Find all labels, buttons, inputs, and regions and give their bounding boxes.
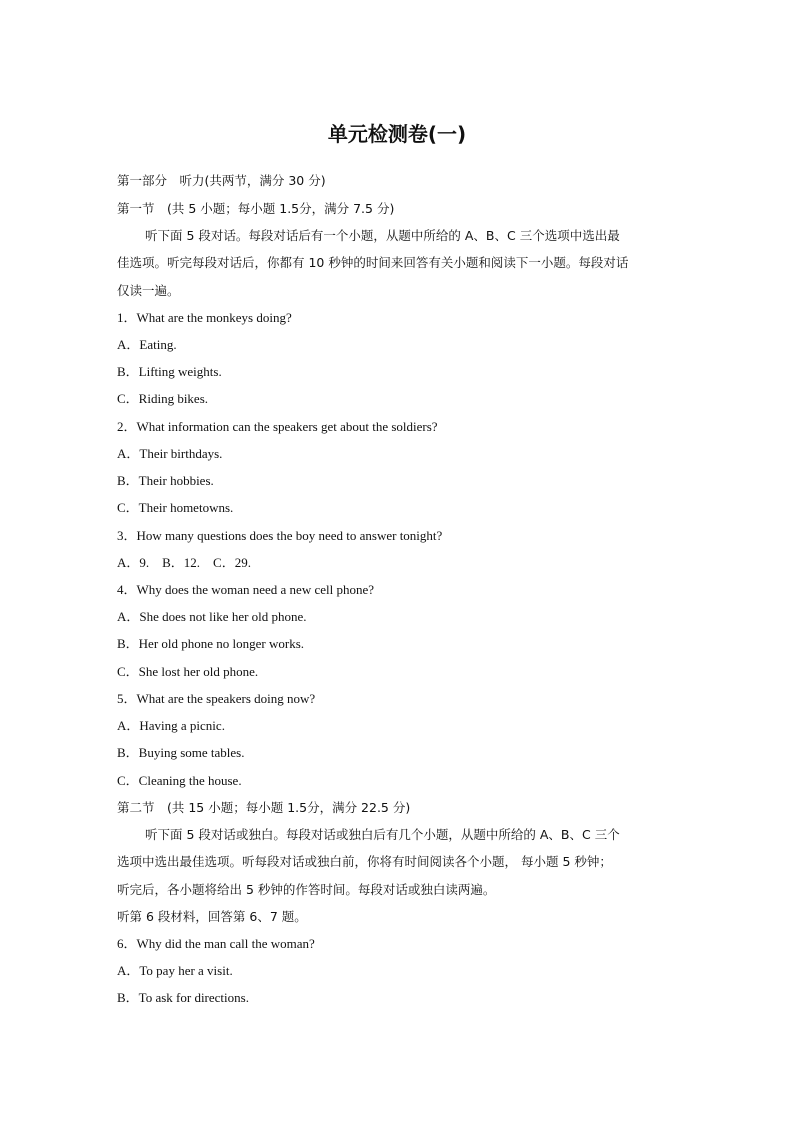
- question-stem: 5．What are the speakers doing now?: [117, 691, 316, 706]
- question-stem: 2．What information can the speakers get about the soldiers?: [117, 419, 438, 434]
- section-two-instructions-line: 听完后，各小题将给出 5 秒钟的作答时间。每段对话或独白读两遍。: [117, 882, 496, 897]
- answer-option: B．Their hobbies.: [117, 473, 214, 488]
- answer-option: A．Having a picnic.: [117, 718, 225, 733]
- answer-option: A．To pay her a visit.: [117, 963, 233, 978]
- answer-option: C．Cleaning the house.: [117, 773, 242, 788]
- section-one-heading: 第一节 (共 5 小题；每小题 1.5分，满分 7.5 分): [117, 201, 395, 216]
- question-stem: 4．Why does the woman need a new cell phone?: [117, 582, 375, 597]
- answer-option: B．Lifting weights.: [117, 364, 222, 379]
- answer-option: A．Eating.: [117, 337, 177, 352]
- answer-option: C．Riding bikes.: [117, 391, 209, 406]
- question-stem: 6．Why did the man call the woman?: [117, 936, 315, 951]
- section-one-instructions-line: 仅读一遍。: [117, 283, 180, 298]
- answer-option: C．Their hometowns.: [117, 500, 234, 515]
- page-title: 单元检测卷(一): [327, 122, 467, 146]
- question-stem: 1．What are the monkeys doing?: [117, 310, 292, 325]
- part-one-heading: 第一部分 听力(共两节，满分 30 分): [117, 173, 326, 188]
- answer-option: A．She does not like her old phone.: [117, 609, 307, 624]
- answer-option: A．Their birthdays.: [117, 446, 223, 461]
- answer-option: C．She lost her old phone.: [117, 664, 259, 679]
- question-stem: 3．How many questions does the boy need to answer tonight?: [117, 528, 443, 543]
- section-two-heading: 第二节 (共 15 小题；每小题 1.5分，满分 22.5 分): [117, 800, 411, 815]
- answer-option: B．Buying some tables.: [117, 745, 245, 760]
- section-two-instructions-line: 选项中选出最佳选项。听每段对话或独白前，你将有时间阅读各个小题， 每小题 5 秒钟；: [117, 854, 612, 869]
- answer-option: B．To ask for directions.: [117, 990, 249, 1005]
- answer-option: B．Her old phone no longer works.: [117, 636, 305, 651]
- section-two-instructions-line: 听下面 5 段对话或独白。每段对话或独白后有几个小题，从题中所给的 A、B、C 三个: [145, 827, 620, 842]
- material-note: 听第 6 段材料，回答第 6、7 题。: [117, 909, 307, 924]
- section-one-instructions-line: 佳选项。听完每段对话后，你都有 10 秒钟的时间来回答有关小题和阅读下一小题。每段对话: [117, 255, 629, 270]
- section-one-instructions-line: 听下面 5 段对话。每段对话后有一个小题，从题中所给的 A、B、C 三个选项中选出最: [145, 228, 620, 243]
- answer-options-inline: A．9. B．12. C．29.: [117, 555, 251, 570]
